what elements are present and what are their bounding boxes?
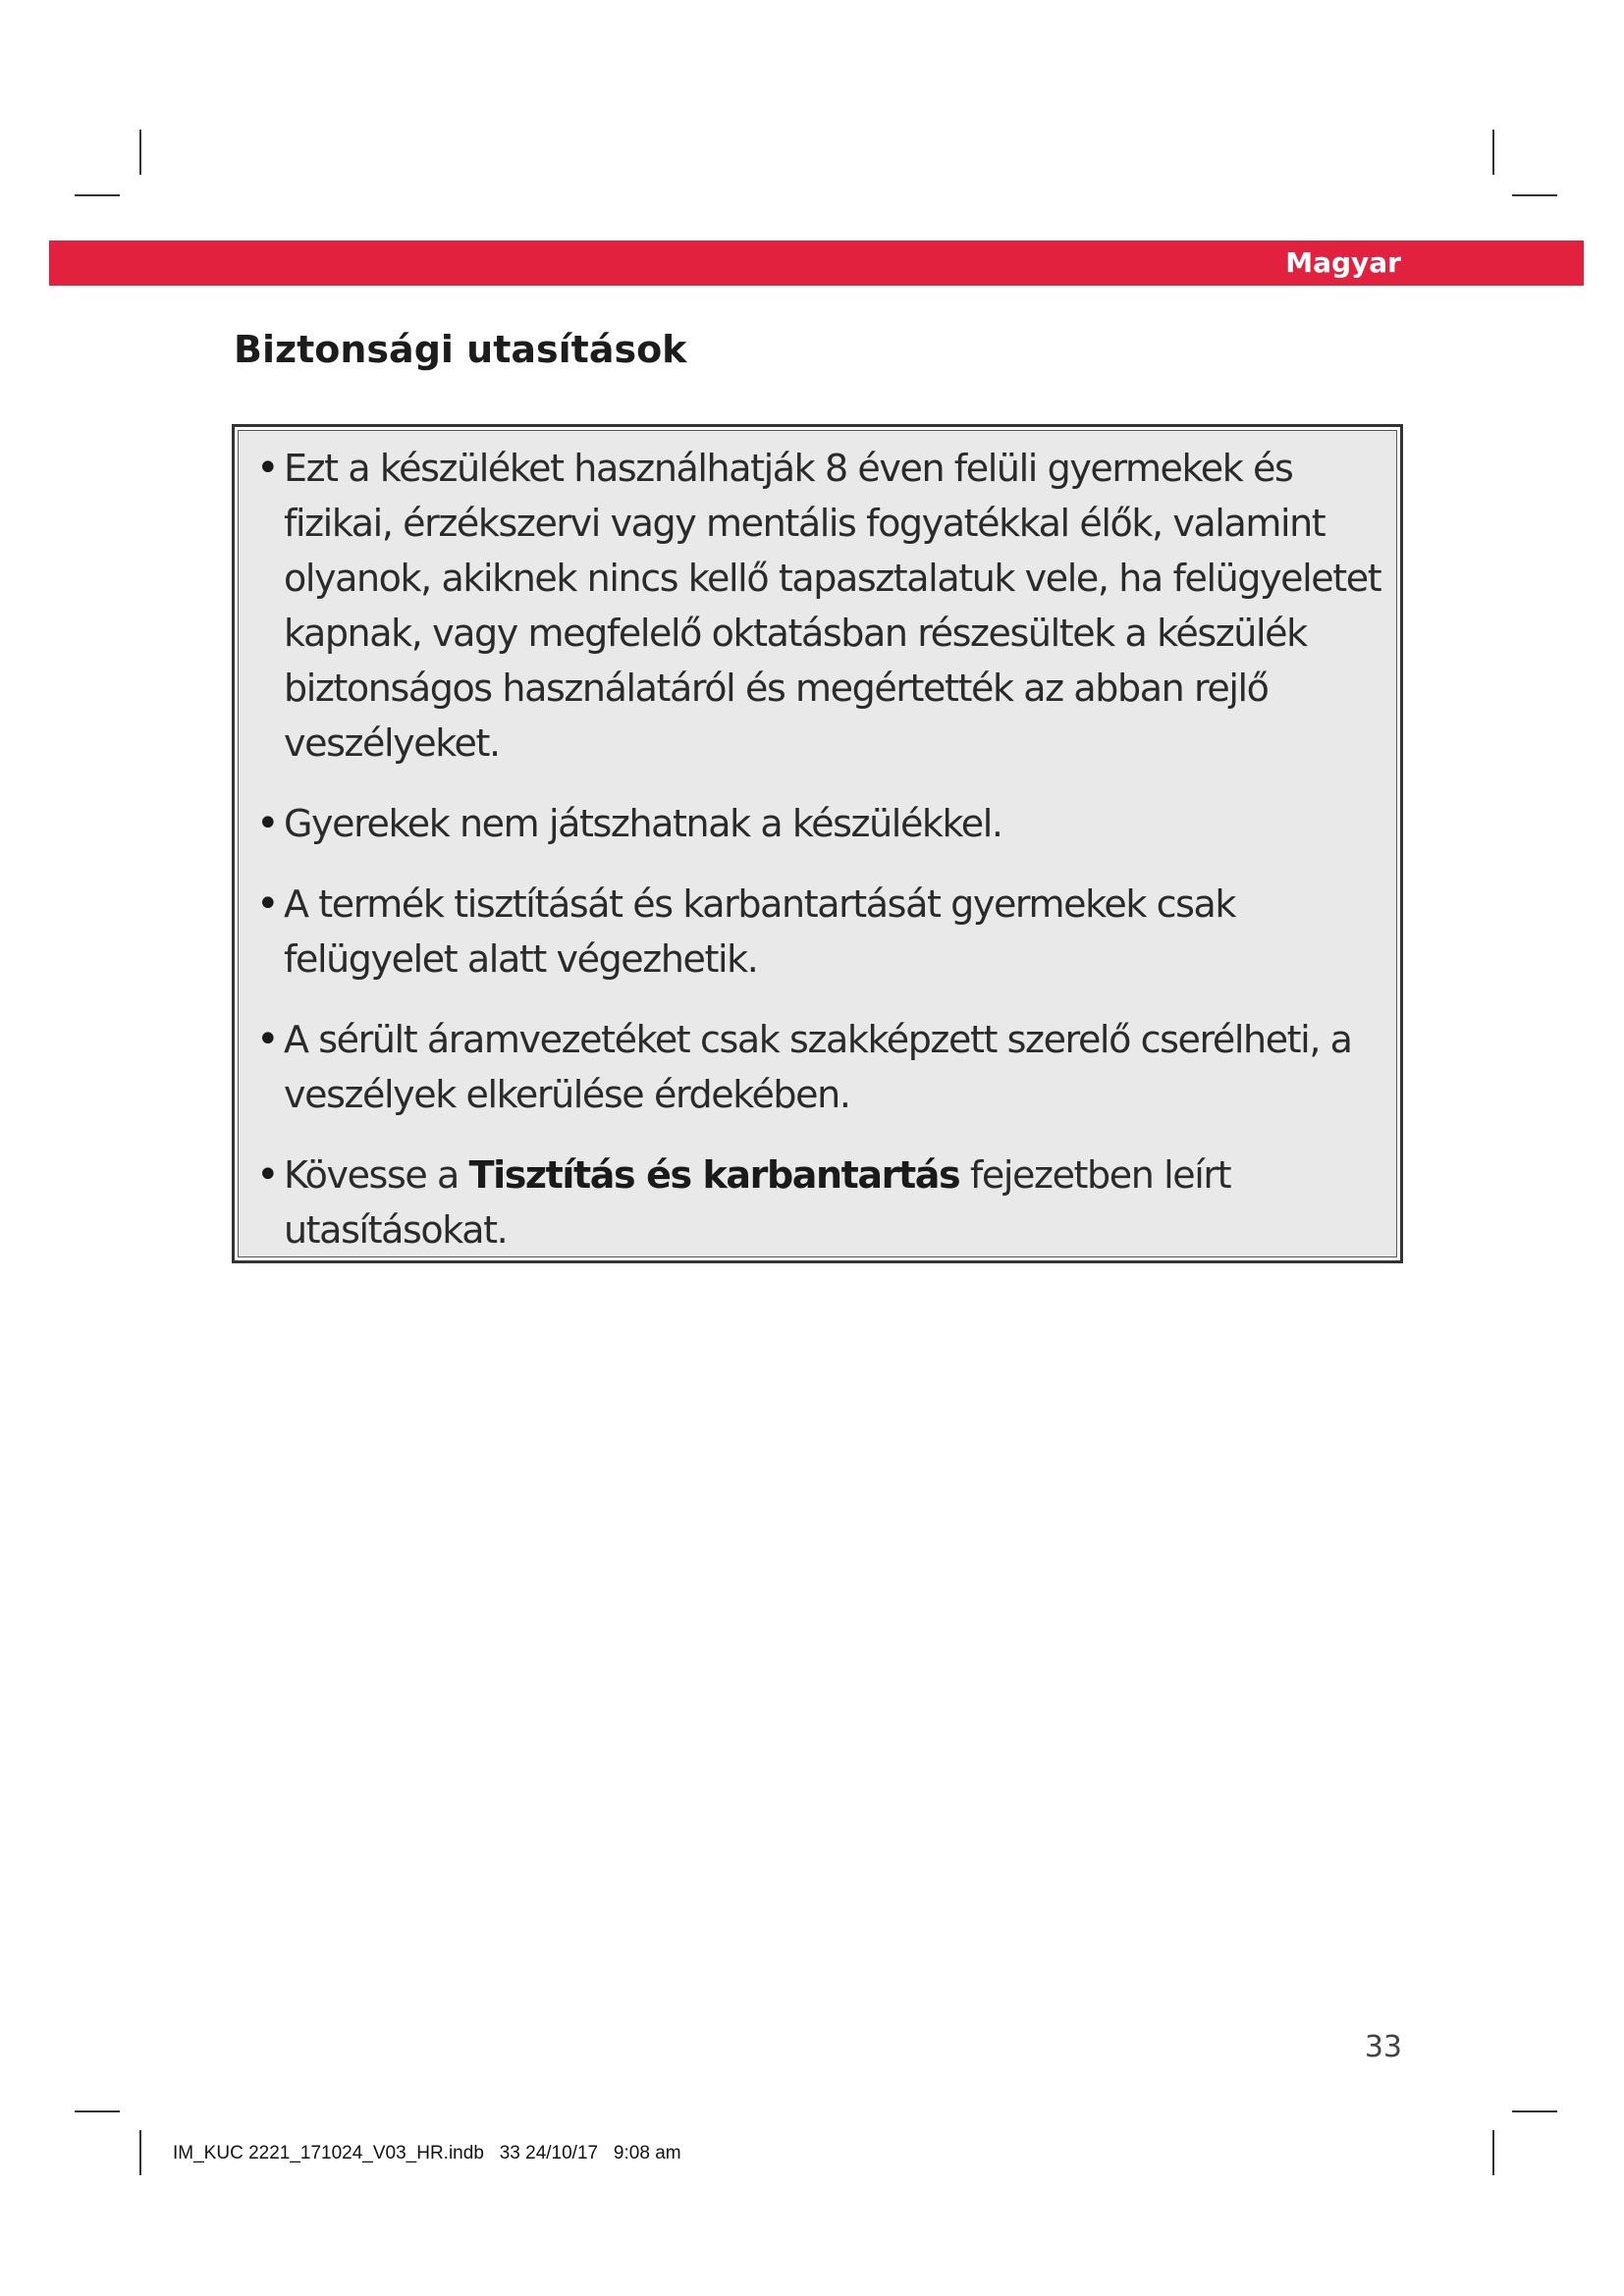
- print-file-info: IM_KUC 2221_171024_V03_HR.indb 33 24/10/17 9:08 am: [173, 2143, 681, 2163]
- page-number: 33: [1364, 2030, 1402, 2064]
- section-title: Biztonsági utasítások: [234, 328, 687, 371]
- chapter-reference: Tisztítás és karbantartás: [468, 1153, 960, 1197]
- crop-mark: [139, 2130, 141, 2175]
- safety-item: [256, 1148, 1390, 1257]
- safety-instructions-box: [232, 424, 1403, 1263]
- safety-instructions-inner: [238, 430, 1397, 1257]
- crop-mark: [1492, 2130, 1494, 2175]
- safety-item-text: A sérült áramvezetéket csak szakképzett szerelő cserélheti, a veszélyek elkerülése érdekében.: [284, 1018, 1352, 1116]
- language-band: [49, 240, 1584, 286]
- language-label: Magyar: [1285, 246, 1401, 279]
- safety-item: [256, 441, 1390, 771]
- safety-item-text-after: fejezetben leírt utasításokat.: [284, 1153, 1231, 1252]
- safety-item-text: A termék tisztítását és karbantartását gyermekek csak felügyelet alatt végezhetik.: [284, 882, 1235, 981]
- safety-instructions-list: [256, 441, 1390, 1257]
- crop-mark: [75, 194, 120, 196]
- safety-item-text: Ezt a készüléket használhatják 8 éven felüli gyermekek és fizikai, érzékszervi vagy mentális fogyatékkal élők, valamint olyanok, akiknek nincs kellő tapasztalatuk vele, ha felügyeletet kapnak, vagy megfelelő oktatásban részesültek a készülék biztonságos használatáról és megértették az abban rejlő veszélyeket.: [284, 447, 1381, 765]
- safety-item-text-before: Kövesse a: [284, 1153, 469, 1197]
- crop-mark: [139, 130, 141, 175]
- crop-mark: [1492, 130, 1494, 175]
- safety-item: [256, 796, 1390, 851]
- crop-mark: [1512, 194, 1557, 196]
- crop-mark: [1512, 2110, 1557, 2112]
- safety-item: [256, 877, 1390, 987]
- safety-item: [256, 1012, 1390, 1122]
- safety-item-text: Gyerekek nem játszhatnak a készülékkel.: [284, 802, 1002, 845]
- crop-mark: [75, 2110, 120, 2112]
